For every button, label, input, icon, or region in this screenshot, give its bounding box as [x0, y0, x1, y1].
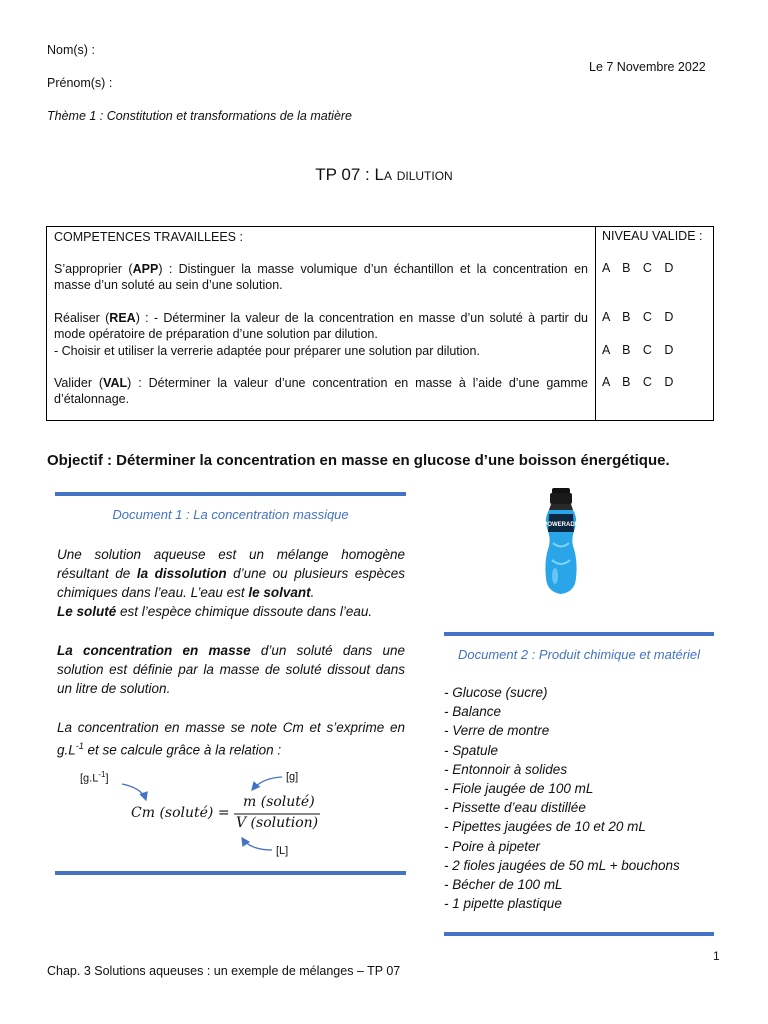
rea-after: ) : - Déterminer la valeur de la concentration en masse d’un soluté à partir du mode opératoire de préparation d’une solution par dilution.: [54, 311, 588, 341]
bottle-brand: POWERADE: [543, 522, 579, 528]
list-item: - Bécher de 100 mL: [444, 877, 563, 893]
rea-before: Réaliser (: [54, 311, 110, 325]
list-item: - Entonnoir à solides: [444, 761, 568, 777]
levels-app: A B C D: [602, 261, 674, 275]
competence-val: [54, 375, 588, 407]
formula-left: Cm (soluté) =: [131, 805, 230, 821]
page-number: 1: [713, 949, 720, 963]
list-item: - 1 pipette plastique: [444, 896, 562, 912]
list-item: - Pipettes jaugées de 10 et 20 mL: [444, 819, 646, 835]
list-item: - Fiole jaugée de 100 mL: [444, 781, 594, 797]
levels-val: A B C D: [602, 375, 674, 389]
rea-code: REA: [109, 311, 136, 325]
list-item: - Glucose (sucre): [444, 685, 548, 700]
p1-b: la dissolution: [136, 566, 227, 581]
date: Le 7 Novembre 2022: [589, 60, 706, 74]
materials-list: [444, 683, 680, 913]
p1-g: est l’espèce chimique dissoute dans l’eau.: [116, 604, 373, 619]
unit-cm-base: [g.L: [80, 772, 99, 785]
levels-rea-2: A B C D: [602, 343, 674, 357]
arrow-cm: [122, 784, 146, 800]
doc1-bottom-rule: [55, 871, 406, 875]
list-item: - Poire à pipeter: [444, 838, 541, 854]
table-divider: [595, 227, 596, 420]
competence-rea-line2: - Choisir et utiliser la verrerie adaptée pour préparer une solution par dilution.: [54, 344, 480, 358]
doc2-top-rule: [444, 632, 714, 636]
p3-b: et se calcule grâce à la relation :: [83, 742, 282, 758]
competence-rea: [54, 310, 588, 342]
objective: Objectif : Déterminer la concentration en masse en glucose d’une boisson énergétique.: [47, 452, 670, 469]
title-rest: a dilution: [383, 165, 453, 184]
unit-v: [L]: [276, 845, 289, 857]
p3-sup: -1: [75, 741, 84, 751]
p1-e: .: [310, 585, 315, 600]
list-item: - Pissette d’eau distillée: [444, 800, 586, 816]
competences-header: COMPETENCES TRAVAILLEES :: [54, 230, 243, 244]
doc2-title: Document 2 : Produit chimique et matériel: [457, 647, 701, 662]
formula-numerator: m (soluté): [243, 794, 315, 810]
page-title: [0, 165, 768, 185]
competence-app: [54, 261, 588, 293]
unit-cm: [80, 770, 109, 785]
arrow-v: [242, 838, 272, 850]
val-after: ) : Déterminer la valeur d’une concentration en masse à l’aide d’une gamme d’étalonnage.: [54, 376, 588, 406]
p2-a: La concentration en masse: [57, 643, 251, 658]
footer-chapter: Chap. 3 Solutions aqueuses : un exemple de mélanges – TP 07: [47, 964, 401, 978]
firstname-label: Prénom(s) :: [47, 76, 113, 90]
p1-a: Une solution aqueuse est un mélange homogène résultant de: [57, 547, 405, 581]
doc1-paragraph-3: [57, 718, 405, 760]
doc1-title: Document 1 : La concentration massique: [112, 507, 349, 522]
unit-cm-end: ]: [105, 772, 109, 785]
doc1-top-rule: [55, 492, 406, 496]
doc2-bottom-rule: [444, 932, 714, 936]
p2-b: d’un soluté dans une solution est définie par la masse de soluté dissout dans un litre de solution.: [57, 643, 405, 696]
list-item: - 2 fioles jaugées de 50 mL + bouchons: [444, 857, 680, 873]
levels-rea-1: A B C D: [602, 310, 674, 324]
formula-denominator: V (solution): [236, 815, 319, 831]
doc1-paragraph-1: [57, 545, 405, 621]
arrow-m: [252, 777, 282, 790]
list-item: - Balance: [444, 704, 502, 720]
app-code: APP: [132, 262, 159, 276]
theme: Thème 1 : Constitution et transformations de la matière: [47, 109, 353, 123]
doc1-paragraph-2: [57, 641, 405, 698]
val-code: VAL: [103, 376, 128, 390]
app-after: ) : Distinguer la masse volumique d’un échantillon et la concentration en masse d’un soluté au sein d’une solution.: [54, 262, 589, 292]
list-item: - Spatule: [444, 742, 499, 758]
p1-d: le solvant: [248, 585, 311, 600]
name-label: Nom(s) :: [47, 43, 95, 57]
level-header: NIVEAU VALIDE :: [602, 229, 703, 243]
unit-cm-sup: -1: [98, 770, 106, 779]
list-item: - Verre de montre: [444, 723, 550, 739]
title-prefix: TP 07 : L: [315, 165, 384, 184]
unit-m: [g]: [286, 771, 299, 783]
p1-f: Le soluté: [57, 604, 117, 619]
val-before: Valider (: [54, 376, 104, 390]
competences-table: [46, 226, 714, 421]
energy-drink-bottle-image: [531, 488, 591, 598]
app-before: S’approprier (: [54, 262, 133, 276]
p1-c: d’une ou plusieurs espèces chimiques dans l’eau. L’eau est: [57, 566, 406, 600]
p3-a: La concentration en masse se note Cm et s’exprime en g.L: [57, 720, 405, 758]
